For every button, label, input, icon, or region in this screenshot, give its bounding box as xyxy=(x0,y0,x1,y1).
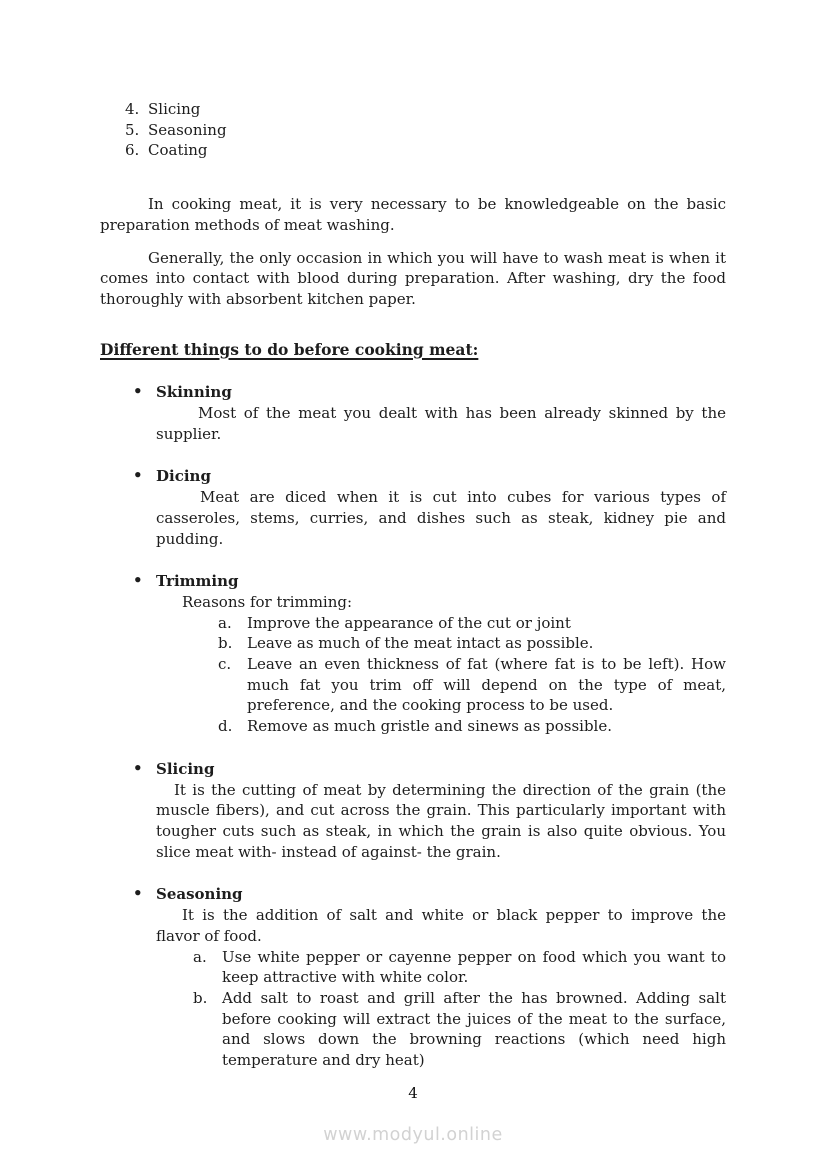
lettered-sub-marker: c. xyxy=(218,655,232,674)
bullet-term: Slicing xyxy=(156,759,215,778)
numbered-list-label: Coating xyxy=(148,141,208,160)
bullet-icon: • xyxy=(133,884,143,903)
bullet-term: Trimming xyxy=(156,572,239,591)
section-heading-text: Different things to do before cooking meat: xyxy=(100,339,479,359)
bullet-body: Meat are diced when it is cut into cubes for various types of casseroles, stems, curries, and dishes such as steak, kidney pie and pudding. xyxy=(156,488,726,548)
paragraph: Generally, the only occasion in which you will have to wash meat is when it comes into contact with blood during preparation. After washing, dry the food thoroughly with absorbent kitchen paper. xyxy=(100,248,726,308)
numbered-list-marker: 6. xyxy=(125,141,140,160)
bullet-term: Seasoning xyxy=(156,885,243,904)
watermark: www.modyul.online xyxy=(323,1125,503,1145)
bullet-body: Reasons for trimming: xyxy=(182,592,353,611)
lettered-sub-item xyxy=(218,716,726,737)
lettered-sub-marker: d. xyxy=(218,717,233,736)
bullet-list xyxy=(100,382,726,1070)
lettered-sub-text: Leave as much of the meat intact as possible. xyxy=(247,634,594,653)
lettered-sub-item xyxy=(218,613,726,634)
bullet-icon: • xyxy=(133,382,143,401)
numbered-list-label: Slicing xyxy=(148,100,201,118)
numbered-list xyxy=(100,99,726,161)
bullet-section-dicing xyxy=(100,466,726,549)
numbered-list-item xyxy=(125,120,726,141)
bullet-section-trimming xyxy=(100,571,726,737)
bullet-body: It is the addition of salt and white or black pepper to improve the flavor of food. xyxy=(156,906,726,945)
numbered-list-label: Seasoning xyxy=(148,120,227,139)
lettered-sub-item xyxy=(193,947,726,988)
bullet-body: Most of the meat you dealt with has been already skinned by the supplier. xyxy=(156,404,726,443)
lettered-sub-text: Add salt to roast and grill after the has browned. Adding salt before cooking will extract the juices of the meat to the surface, and slows down the browning reactions (which need high temperature and dry heat) xyxy=(222,988,726,1070)
lettered-sub-text: Improve the appearance of the cut or joint xyxy=(247,613,571,632)
bullet-icon: • xyxy=(133,466,143,485)
bullet-section-slicing xyxy=(100,759,726,863)
lettered-sub-marker: a. xyxy=(218,613,232,632)
lettered-sub-list xyxy=(193,947,726,1071)
bullet-section-skinning xyxy=(100,382,726,444)
lettered-sub-text: Remove as much gristle and sinews as possible. xyxy=(247,717,612,736)
numbered-list-item xyxy=(125,99,726,120)
lettered-sub-text: Leave an even thickness of fat (where fat is to be left). How much fat you trim off will depend on the type of meat, preference, and the cooking process to be used. xyxy=(247,655,726,715)
bullet-icon: • xyxy=(133,571,143,590)
numbered-list-item xyxy=(125,140,726,161)
lettered-sub-item xyxy=(218,654,726,716)
numbered-list-marker: 4. xyxy=(125,100,140,118)
lettered-sub-item xyxy=(218,633,726,654)
bullet-term: Skinning xyxy=(156,383,232,402)
page-number: 4 xyxy=(408,1084,418,1102)
bullet-body: It is the cutting of meat by determining the direction of the grain (the muscle fibers), and cut across the grain. This particularly important with tougher cuts such as steak, in which the grain is also quite obvious. You slice meat with- instead of against- the grain. xyxy=(156,780,726,861)
lettered-sub-list xyxy=(218,613,726,737)
intro-paragraphs xyxy=(100,194,726,310)
lettered-sub-marker: b. xyxy=(193,988,208,1007)
lettered-sub-text: Use white pepper or cayenne pepper on food which you want to keep attractive with white color. xyxy=(222,947,726,987)
document-content xyxy=(100,99,726,1071)
lettered-sub-item xyxy=(193,988,726,1071)
numbered-list-marker: 5. xyxy=(125,120,140,139)
bullet-term: Dicing xyxy=(156,467,211,486)
lettered-sub-marker: a. xyxy=(193,947,207,966)
paragraph: In cooking meat, it is very necessary to be knowledgeable on the basic preparation methods of meat washing. xyxy=(100,195,726,234)
bullet-section-seasoning xyxy=(100,884,726,1070)
section-heading xyxy=(100,340,726,361)
bullet-icon: • xyxy=(133,758,143,777)
lettered-sub-marker: b. xyxy=(218,634,233,653)
